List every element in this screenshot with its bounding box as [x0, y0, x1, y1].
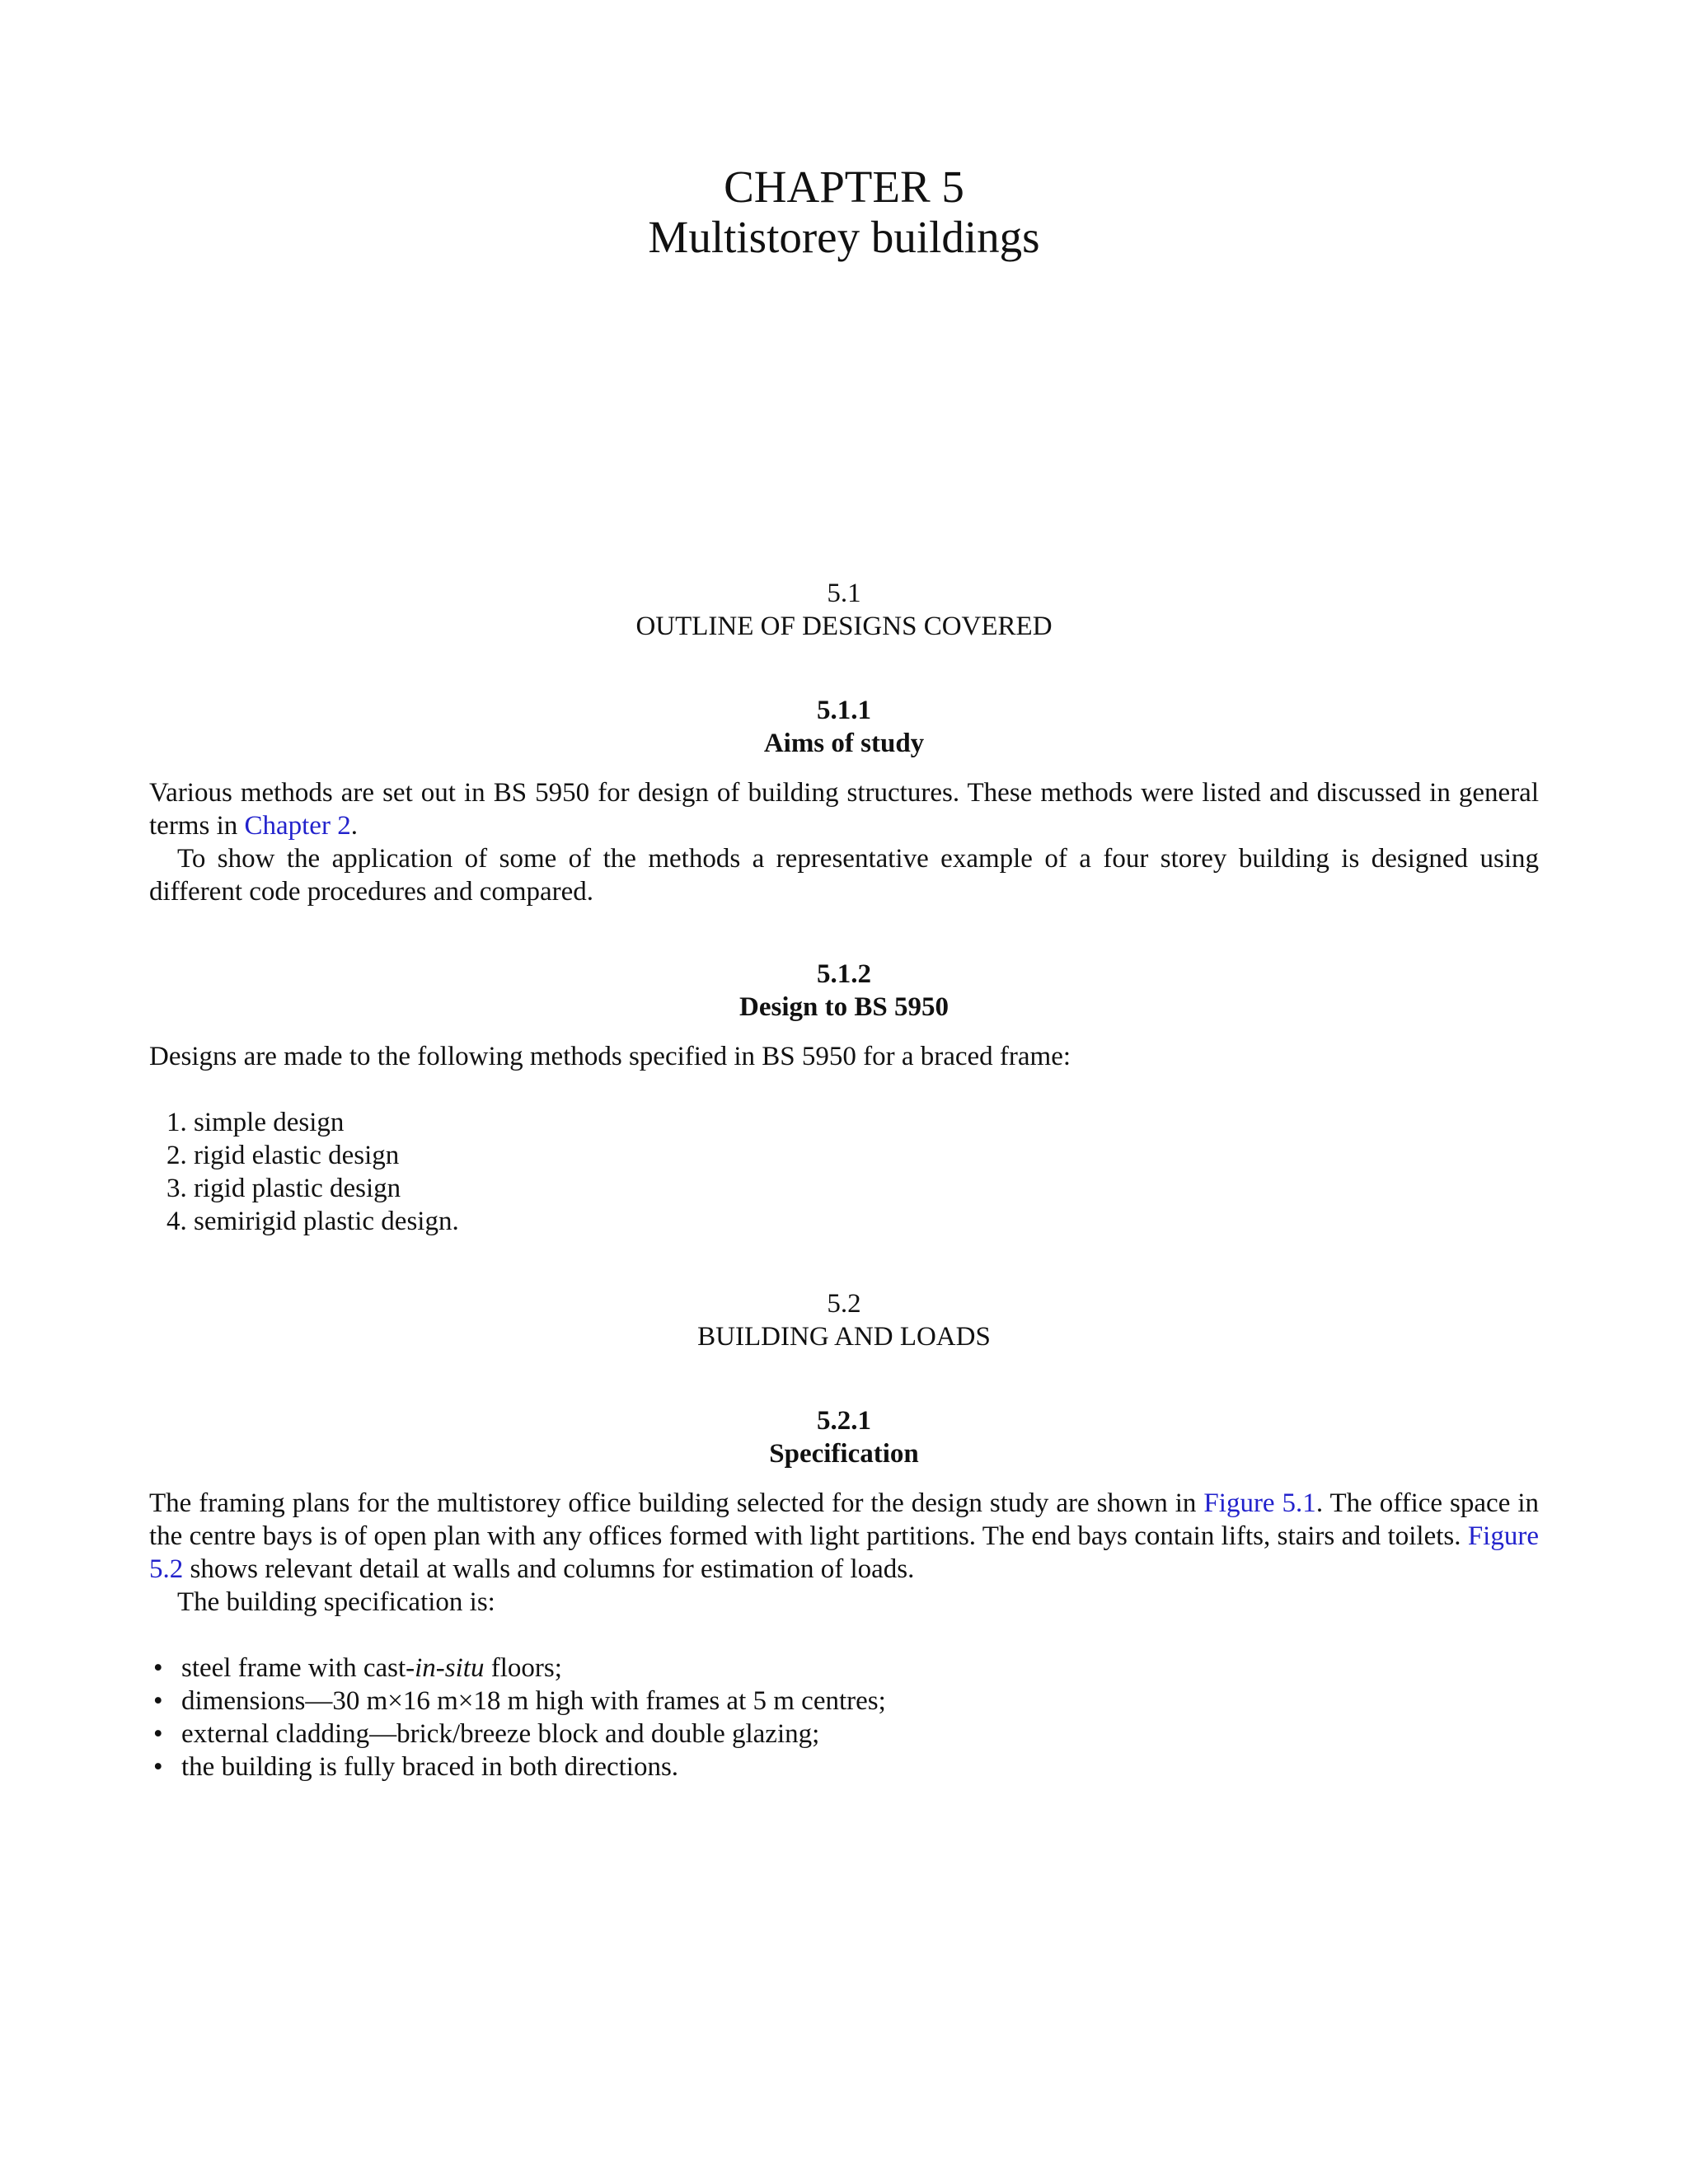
chapter-2-link[interactable]: Chapter 2: [244, 811, 351, 841]
section-title: BUILDING AND LOADS: [697, 1322, 991, 1352]
paragraph-text: . The office space in the centre bays is of open plan with any offices formed with light partitions. The end bays contain lifts, stairs and toilets.: [149, 1488, 1539, 1551]
chapter-label: CHAPTER 5: [724, 162, 964, 212]
list-text: floors;: [484, 1653, 562, 1683]
section-number: 5.2: [827, 1289, 861, 1319]
list-text: semirigid plastic design.: [194, 1207, 459, 1236]
section-number: 5.1: [827, 579, 861, 608]
list-item: [166, 1172, 459, 1205]
subsection-number: 5.2.1: [817, 1406, 871, 1436]
list-item: [153, 1685, 886, 1718]
list-text: dimensions—30 m×16 m×18 m high with frames at 5 m centres;: [181, 1686, 886, 1716]
design-methods-list: [166, 1106, 459, 1238]
subsection-5-1-2-heading: [0, 958, 1688, 1024]
list-item: [153, 1750, 886, 1783]
paragraph-text: shows relevant detail at walls and columns for estimation of loads.: [183, 1554, 915, 1584]
subsection-title: Aims of study: [763, 729, 925, 758]
list-number: 4.: [166, 1207, 187, 1236]
list-number: 3.: [166, 1174, 187, 1203]
chapter-title: Multistorey buildings: [648, 212, 1040, 262]
paragraph-text: The framing plans for the multistorey office building selected for the design study are shown in: [149, 1488, 1204, 1518]
list-text: rigid plastic design: [194, 1174, 401, 1203]
paragraph-text: .: [350, 811, 358, 841]
bullet-icon: •: [153, 1686, 163, 1716]
list-text-italic: in-situ: [415, 1653, 485, 1683]
specification-list: [153, 1652, 886, 1783]
section-5-1-heading: [0, 577, 1688, 643]
subsection-title: Specification: [769, 1439, 919, 1469]
specification-paragraph-2: The building specification is:: [177, 1587, 495, 1617]
paragraph-text: Various methods are set out in BS 5950 for design of building structures. These methods were listed and discussed in general terms in: [149, 778, 1539, 841]
list-text: steel frame with cast-: [181, 1653, 415, 1683]
list-text: rigid elastic design: [194, 1141, 400, 1170]
aims-paragraph-1: [149, 776, 1539, 842]
design-intro-paragraph: Designs are made to the following methods specified in BS 5950 for a braced frame:: [149, 1042, 1071, 1071]
figure-5-1-link[interactable]: Figure 5.1: [1203, 1488, 1316, 1518]
subsection-title: Design to BS 5950: [739, 992, 949, 1022]
list-item: [153, 1652, 886, 1685]
list-item: [166, 1205, 459, 1238]
chapter-heading: [0, 162, 1688, 262]
list-number: 2.: [166, 1141, 187, 1170]
bullet-icon: •: [153, 1653, 163, 1683]
bullet-icon: •: [153, 1752, 163, 1782]
specification-paragraph-1: [149, 1487, 1539, 1586]
figure-5-2-link[interactable]: Figure 5.2: [149, 1521, 1539, 1584]
list-number: 1.: [166, 1108, 187, 1137]
list-item: [166, 1139, 459, 1172]
subsection-number: 5.1.1: [817, 696, 871, 725]
list-text: external cladding—brick/breeze block and double glazing;: [181, 1719, 820, 1749]
subsection-5-2-1-heading: [0, 1404, 1688, 1470]
aims-paragraph-2: To show the application of some of the methods a representative example of a four storey building is designed using different code procedures and compared.: [149, 844, 1539, 907]
list-item: [166, 1106, 459, 1139]
subsection-5-1-1-heading: [0, 694, 1688, 760]
list-text: the building is fully braced in both directions.: [181, 1752, 679, 1782]
section-title: OUTLINE OF DESIGNS COVERED: [635, 612, 1053, 641]
section-5-2-heading: [0, 1287, 1688, 1353]
subsection-number: 5.1.2: [817, 959, 871, 989]
list-item: [153, 1718, 886, 1750]
bullet-icon: •: [153, 1719, 163, 1749]
list-text: simple design: [194, 1108, 345, 1137]
